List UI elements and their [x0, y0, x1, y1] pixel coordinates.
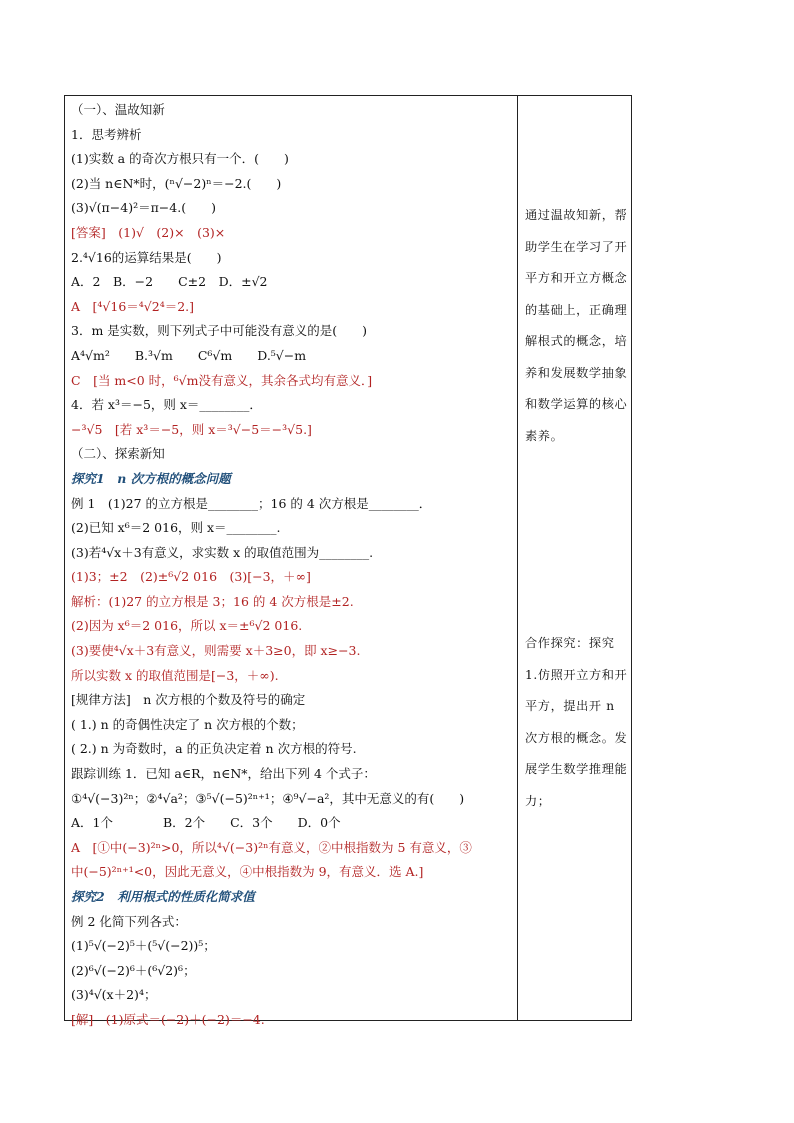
text-line: (2)当 n∈N*时，(ⁿ√−2)ⁿ＝−2.( )	[71, 175, 282, 191]
side-note-explore: 合作探究：探究 1.仿照开立方和开平方，提出开 n 次方根的概念。发展学生数学推理能力；	[525, 636, 628, 808]
text-line: 中(−5)²ⁿ⁺¹<0，因此无意义，④中根指数为 9，有意义．选 A.]	[71, 864, 424, 880]
text-line: 探究2 利用根式的性质化简求值	[71, 889, 255, 904]
lesson-table	[64, 95, 632, 1027]
text-line: （二）、探索新知	[71, 446, 165, 462]
text-line: A [①中(−3)²ⁿ>0，所以⁴√(−3)²ⁿ有意义，②中根指数为 5 有意义，③	[71, 839, 472, 855]
text-line: (3)要使⁴√x＋3有意义，则需要 x＋3≥0，即 x≥−3.	[71, 643, 361, 659]
text-line: 1．思考辨析	[71, 126, 142, 142]
text-line: ( 1.) n 的奇偶性决定了 n 次方根的个数；	[71, 716, 304, 732]
text-line: (3)⁴√(x＋2)⁴；	[71, 987, 157, 1003]
main-content-column	[71, 98, 513, 1033]
text-line: (3)若⁴√x＋3有意义，求实数 x 的取值范围为________.	[71, 544, 374, 560]
text-line: A．2 B．−2 C±2 D．±√2	[71, 274, 268, 290]
text-line: 例 1 (1)27 的立方根是________；16 的 4 次方根是________．	[71, 495, 432, 511]
text-line: (2)已知 x⁶＝2 016，则 x＝________.	[71, 520, 281, 536]
text-line: 跟踪训练 1．已知 a∈R，n∈N*，给出下列 4 个式子：	[71, 766, 376, 782]
text-line: ( 2.) n 为奇数时，a 的正负决定着 n 次方根的符号.	[71, 741, 357, 757]
text-line: (2)⁶√(−2)⁶＋(⁶√2)⁶；	[71, 962, 196, 978]
text-line: A．1个 B．2个 C．3个 D．0个	[71, 815, 341, 831]
text-line: 所以实数 x 的取值范围是[−3，＋∞).	[71, 667, 279, 683]
text-line: [答案] (1)√ (2)× (3)×	[71, 224, 226, 240]
text-line: (1)实数 a 的奇次方根只有一个．( )	[71, 151, 289, 167]
text-line: 4．若 x³＝−5，则 x＝________．	[71, 397, 262, 413]
text-line: (3)√(π−4)²＝π−4.( )	[71, 200, 216, 216]
text-line: −³√5 [若 x³＝−5，则 x＝³√−5＝−³√5.]	[71, 421, 312, 437]
text-line: A⁴√m² B.³√m C⁶√m D.⁵√−m	[71, 347, 307, 363]
text-line: 解析：(1)27 的立方根是 3；16 的 4 次方根是±2.	[71, 593, 354, 609]
text-line: A [⁴√16＝⁴√2⁴＝2.]	[71, 298, 195, 314]
column-divider	[517, 96, 518, 1020]
text-line: 探究1 n 次方根的概念问题	[71, 470, 231, 486]
text-line: (2)因为 x⁶＝2 016，所以 x＝±⁶√2 016.	[71, 618, 303, 634]
text-line: [解] (1)原式＝(−2)＋(−2)＝−4.	[71, 1011, 265, 1027]
side-note-review: 通过温故知新，帮助学生在学习了开平方和开立方概念的基础上，正确理解根式的概念，培养和发展数学抽象和数学运算的核心素养。	[525, 208, 628, 443]
text-line: 例 2 化简下列各式：	[71, 913, 187, 929]
text-line: C [当 m<0 时，⁶√m没有意义，其余各式均有意义．]	[71, 372, 373, 388]
text-line: 2.⁴√16的运算结果是( )	[71, 249, 222, 265]
text-line: (1)⁵√(−2)⁵＋(⁵√(−2))⁵；	[71, 938, 216, 954]
text-line: (1)3；±2 (2)±⁶√2 016 (3)[−3，＋∞]	[71, 569, 311, 585]
text-line: ①⁴√(−3)²ⁿ；②⁴√a²；③⁵√(−5)²ⁿ⁺¹；④⁹√−a²，其中无意义的有( )	[71, 790, 465, 806]
text-line: （一）、温故知新	[71, 102, 165, 117]
text-line: [规律方法] n 次方根的个数及符号的确定	[71, 692, 306, 708]
text-line: 3．m 是实数，则下列式子中可能没有意义的是( )	[71, 323, 368, 339]
